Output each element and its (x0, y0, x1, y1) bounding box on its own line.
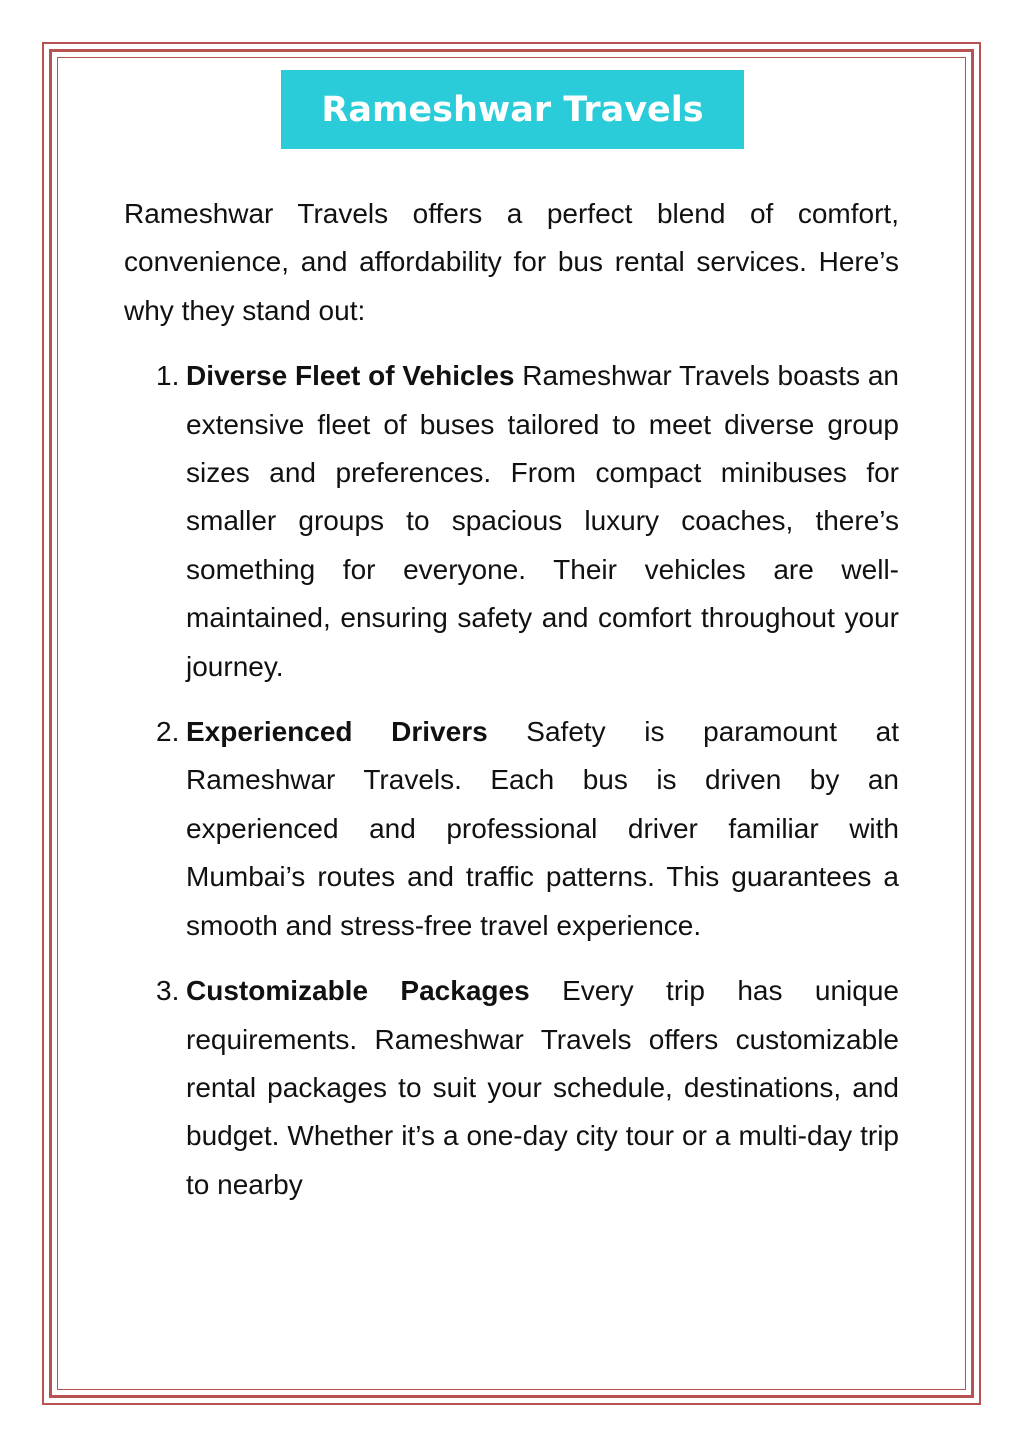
list-item-title: Diverse Fleet of Vehicles (186, 360, 523, 392)
list-item (124, 967, 899, 1209)
intro-paragraph: Rameshwar Travels offers a perfect blend of comfort, convenience, and affordability for bus rental services. Here’s why they stand out: (124, 198, 899, 326)
list-item-number: 3. (156, 975, 180, 1007)
logo-banner (281, 70, 744, 149)
list-item-body: Every trip has unique requirements. Rameshwar Travels offers customizable rental packages to suit your schedule, destinations, and budget. Whether it’s a one-day city tour or a multi-day trip to nearby (186, 975, 899, 1200)
list-item-body: Rameshwar Travels boasts an extensive fleet of buses tailored to meet diverse group sizes and preferences. From compact minibuses for smaller groups to spacious luxury coaches, there’s something for everyone. Their vehicles are well-maintained, ensuring safety and comfort throughout your journey. (186, 360, 899, 682)
list-item-number: 2. (156, 716, 180, 748)
list-item-number: 1. (156, 360, 180, 392)
list-item-title: Experienced Drivers (186, 716, 527, 748)
list-item-body: Safety is paramount at Rameshwar Travels. Each bus is driven by an experienced and professional driver familiar with Mumbai’s routes and traffic patterns. This guarantees a smooth and stress-free travel experience. (186, 716, 899, 941)
reasons-list (124, 352, 899, 1209)
list-item (124, 352, 899, 691)
list-item (124, 708, 899, 950)
list-item-title: Customizable Packages (186, 975, 563, 1007)
document-body (124, 190, 899, 1226)
logo-text: Rameshwar Travels (321, 89, 704, 130)
